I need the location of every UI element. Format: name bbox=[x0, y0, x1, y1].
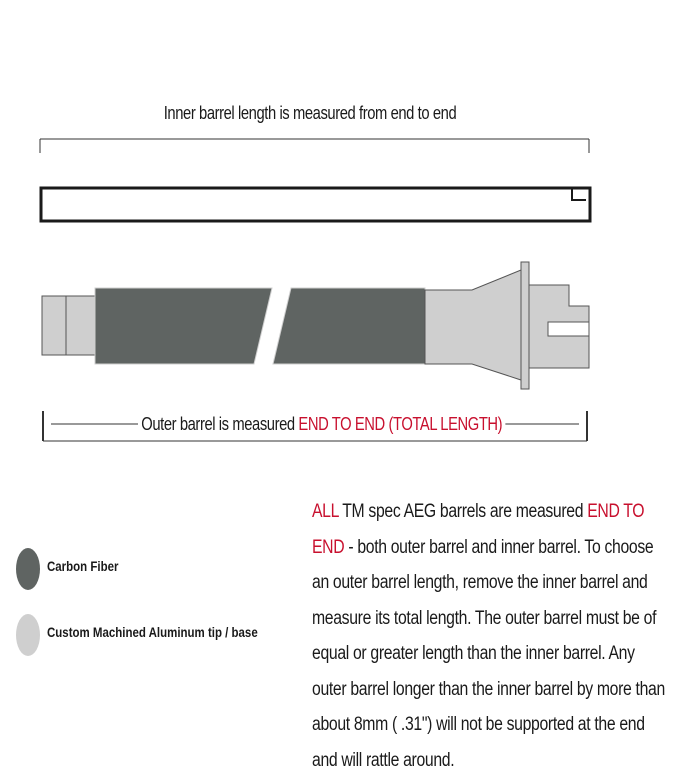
legend-label-aluminum: Custom Machined Aluminum tip / base bbox=[47, 624, 258, 640]
carbon-fiber-swatch bbox=[16, 548, 40, 590]
outer-barrel-caption-prefix: Outer barrel is measured bbox=[141, 414, 299, 434]
description-paragraph bbox=[312, 494, 669, 778]
carbon-fiber-section bbox=[95, 288, 272, 364]
inner-barrel-caption: Inner barrel length is measured from end to end bbox=[163, 103, 457, 123]
aluminum-base bbox=[425, 262, 589, 389]
description-lead-emphasis: ALL bbox=[312, 501, 339, 522]
inner-barrel bbox=[41, 188, 590, 221]
legend-label-carbon-fiber: Carbon Fiber bbox=[47, 558, 119, 574]
outer-barrel-caption-emphasis: END TO END (TOTAL LENGTH) bbox=[298, 414, 503, 434]
description-emphasis: END TO END bbox=[312, 501, 645, 558]
carbon-fiber-section bbox=[273, 288, 425, 364]
description-part2: - both outer barrel and inner barrel. To choose an outer barrel length, remove the inner barrel and measure its total length. The outer barrel must be of equal or greater length than the inner barrel. Any outer barrel longer than the inner barrel by more than about 8mm ( .31") will not be supported at the end and will rattle around. bbox=[312, 536, 665, 771]
outer-barrel bbox=[42, 262, 589, 389]
inner-barrel-measure-bracket bbox=[40, 139, 589, 153]
outer-barrel-caption bbox=[138, 414, 505, 435]
aluminum-swatch bbox=[16, 614, 40, 656]
description-part1: TM spec AEG barrels are measured bbox=[338, 501, 588, 522]
